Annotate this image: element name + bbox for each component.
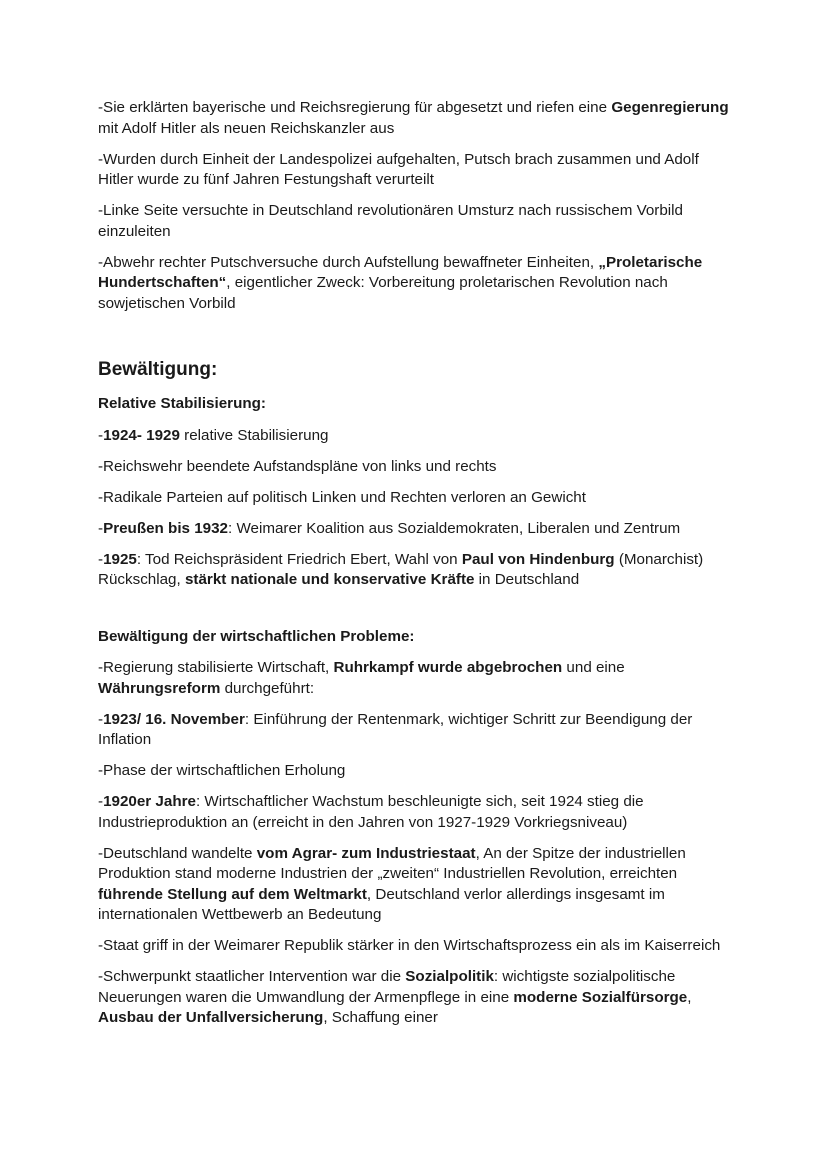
text-run: : Einführung der Rentenmark, wichtiger Schritt zur Beendigung der Inflation: [98, 710, 693, 748]
bold-text: Sozialpolitik: [405, 968, 494, 985]
bold-text: moderne Sozialfürsorge: [513, 988, 688, 1006]
text-run: -Sie erklärten bayerische und Reichsregierung für abgesetzt und riefen eine: [98, 99, 612, 116]
text-run: -Abwehr rechter Putschversuche durch Aufstellung bewaffneter Einheiten,: [98, 253, 599, 271]
text-run: -: [98, 710, 104, 728]
wirtschaft-paragraph: [98, 936, 738, 957]
intro-paragraph: [98, 98, 738, 139]
text-run: -Reichswehr beendete Aufstandspläne von links und rechts: [98, 457, 497, 475]
stabilisierung-heading: Relative Stabilisierung:: [98, 395, 266, 412]
document-page: [98, 98, 738, 1039]
text-run: -: [98, 426, 104, 444]
stabilisierung-paragraph: [98, 519, 738, 540]
wirtschaft-paragraph: [98, 792, 738, 833]
bold-text: 1923/ 16. November: [103, 710, 245, 728]
text-run: , eigentlicher Zweck: Vorbereitung proletarischen Revolution nach sowjetischen Vorbild: [98, 274, 668, 312]
intro-paragraph: [98, 201, 738, 242]
bold-text: „Proletarische Hundertschaften“: [98, 253, 703, 291]
bold-text: Preußen bis 1932: [103, 519, 228, 537]
stabilisierung-block: [98, 426, 738, 591]
text-run: relative Stabilisierung: [179, 426, 329, 444]
text-run: : Wirtschaftlicher Wachstum beschleunigte sich, seit 1924 stieg die Industrieproduktion an (erreicht in den Jahren von 1927-1929 Vorkriegsniveau): [98, 793, 644, 831]
bold-text: Ausbau der Unfallversicherung: [98, 1009, 324, 1026]
text-run: -Staat griff in der Weimarer Republik stärker in den Wirtschaftsprozess ein als im Kaiserreich: [98, 937, 721, 954]
text-run: -Deutschland wandelte: [98, 844, 257, 862]
text-run: -Phase der wirtschaftlichen Erholung: [98, 762, 346, 779]
text-run: , An der Spitze der industriellen Produktion stand moderne Industrien der „zweiten“ Industriellen Revolution, erreichten: [98, 844, 686, 882]
text-run: : Weimarer Koalition aus Sozialdemokraten, Liberalen und Zentrum: [228, 519, 681, 537]
text-run: ,: [687, 988, 692, 1006]
intro-paragraph: [98, 150, 738, 191]
wirtschaft-paragraph: [98, 710, 738, 751]
text-run: -: [98, 793, 104, 810]
wirtschaft-block: [98, 658, 738, 1029]
bold-text: Ruhrkampf wurde abgebrochen: [333, 659, 563, 676]
text-run: -: [98, 550, 104, 568]
intro-paragraph: [98, 253, 738, 315]
bold-text: Währungsreform: [98, 679, 221, 697]
text-run: : Tod Reichspräsident Friedrich Ebert, Wahl von: [136, 550, 462, 568]
text-run: : wichtigste sozialpolitische Neuerungen waren die Umwandlung der Armenpflege in eine: [98, 968, 676, 1006]
bold-text: Gegenregierung: [611, 99, 729, 116]
text-run: , Deutschland verlor allerdings insgesamt im internationalen Wettbewerb an Bedeutung: [98, 885, 665, 923]
text-run: (Monarchist) Rückschlag,: [98, 550, 704, 588]
text-run: -: [98, 519, 104, 537]
text-run: -Radikale Parteien auf politisch Linken und Rechten verloren an Gewicht: [98, 488, 586, 506]
stabilisierung-paragraph: [98, 550, 738, 591]
text-run: -Schwerpunkt staatlicher Intervention war die: [98, 968, 406, 985]
stabilisierung-paragraph: [98, 457, 738, 478]
stabilisierung-paragraph: [98, 426, 738, 447]
text-run: in Deutschland: [474, 571, 580, 588]
wirtschaft-heading: Bewältigung der wirtschaftlichen Probleme:: [98, 627, 415, 645]
bold-text: 1925: [103, 550, 137, 568]
text-run: durchgeführt:: [220, 679, 315, 697]
wirtschaft-paragraph: [98, 761, 738, 782]
section-heading: Bewältigung:: [98, 359, 218, 380]
stabilisierung-paragraph: [98, 488, 738, 509]
text-run: , Schaffung einer: [323, 1009, 438, 1026]
wirtschaft-paragraph: [98, 844, 738, 926]
intro-block: [98, 98, 738, 314]
wirtschaft-paragraph: [98, 967, 738, 1029]
bold-text: Paul von Hindenburg: [461, 550, 615, 568]
bold-text: führende Stellung auf dem Weltmarkt: [98, 885, 367, 903]
text-run: -Linke Seite versuchte in Deutschland revolutionären Umsturz nach russischem Vorbild einzuleiten: [98, 202, 683, 240]
text-run: -Regierung stabilisierte Wirtschaft,: [98, 659, 334, 676]
bold-text: 1920er Jahre: [103, 793, 196, 810]
bold-text: vom Agrar- zum Industriestaat: [256, 844, 476, 862]
wirtschaft-paragraph: [98, 658, 738, 699]
text-run: mit Adolf Hitler als neuen Reichskanzler aus: [98, 119, 395, 137]
bold-text: 1924- 1929: [103, 426, 180, 444]
bold-text: stärkt nationale und konservative Kräfte: [184, 571, 475, 588]
text-run: -Wurden durch Einheit der Landespolizei aufgehalten, Putsch brach zusammen und Adolf Hitler wurde zu fünf Jahren Festungshaft verurteilt: [98, 150, 699, 188]
text-run: und eine: [562, 659, 625, 676]
